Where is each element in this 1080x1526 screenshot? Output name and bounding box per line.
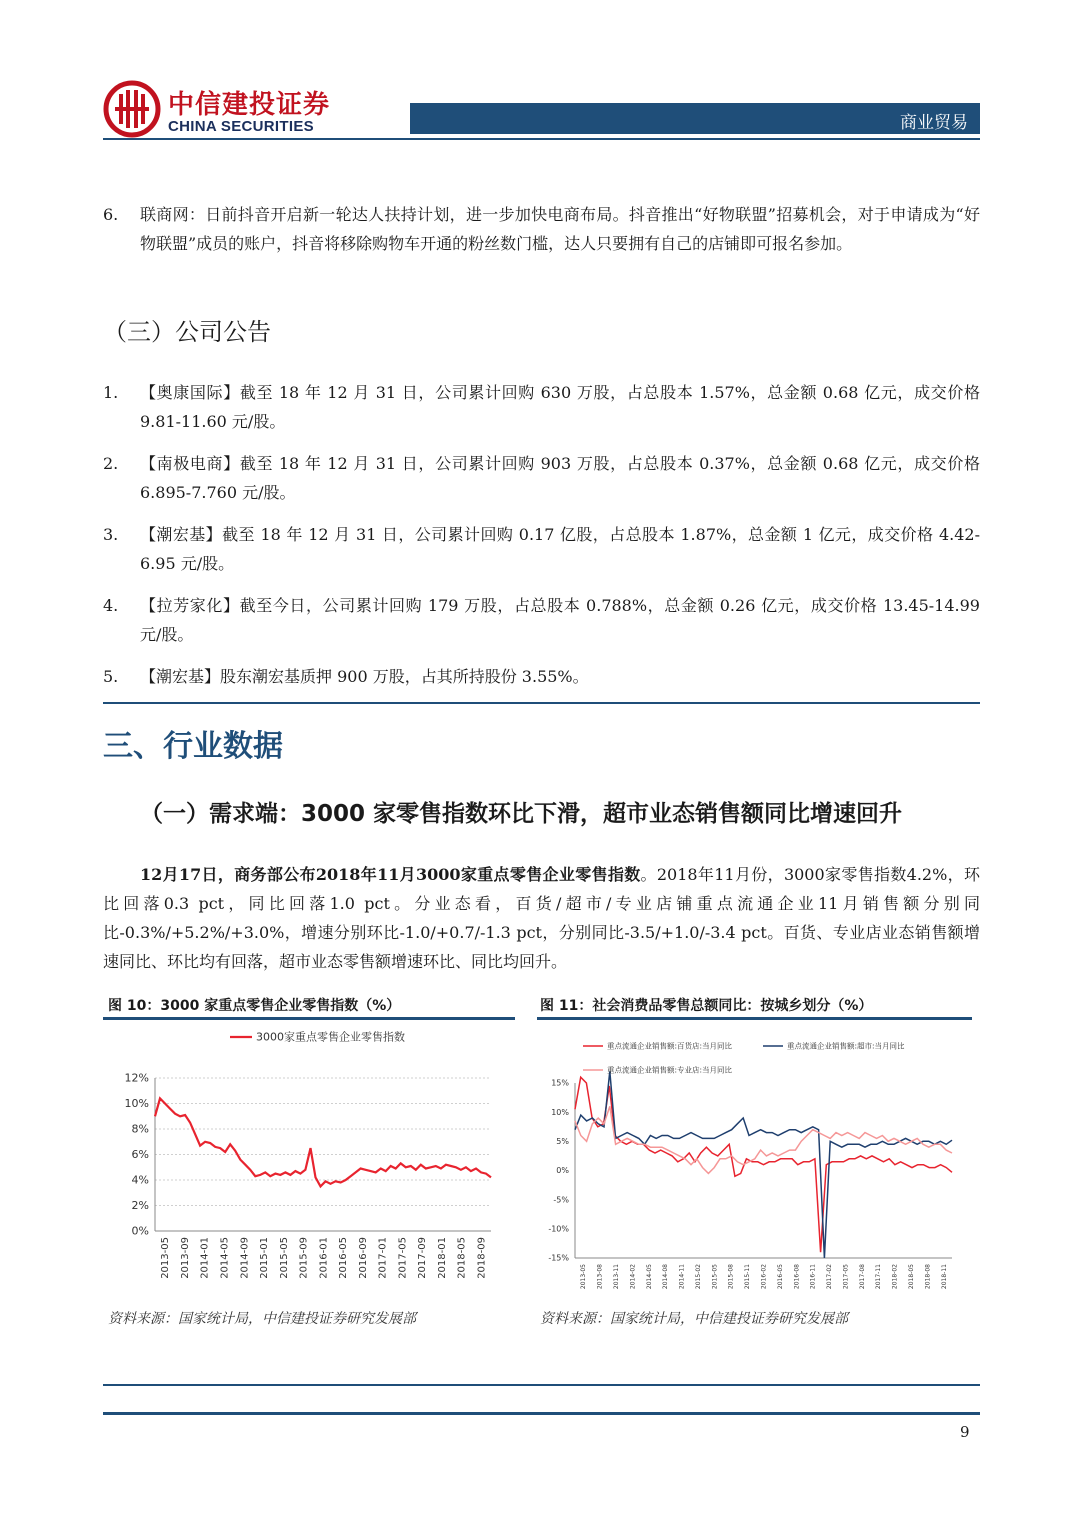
announcements-heading: （三）公司公告 bbox=[103, 318, 271, 346]
y-tick-label: 0% bbox=[131, 1224, 149, 1238]
figure-11-chart bbox=[537, 1025, 972, 1300]
x-tick-label: 2015-01 bbox=[259, 1237, 271, 1279]
series-line bbox=[155, 1098, 491, 1186]
x-tick-label: 2013-08 bbox=[596, 1264, 604, 1290]
section-label: 商业贸易 bbox=[900, 113, 968, 133]
x-tick-label: 2016-09 bbox=[357, 1237, 369, 1279]
header-divider bbox=[103, 138, 980, 140]
figure-11-source: 资料来源：国家统计局，中信建投证券研究发展部 bbox=[540, 1311, 848, 1327]
list-item bbox=[103, 520, 980, 578]
y-tick-label: 0% bbox=[556, 1166, 569, 1176]
series-line bbox=[575, 1077, 952, 1252]
x-tick-label: 2016-08 bbox=[793, 1264, 801, 1290]
x-tick-label: 2018-05 bbox=[908, 1264, 916, 1290]
figure-10-title: 图 10：3000 家重点零售企业零售指数（%） bbox=[108, 998, 401, 1014]
series-line bbox=[575, 1106, 952, 1173]
x-tick-label: 2018-08 bbox=[924, 1264, 932, 1290]
list-item-text: 【潮宏基】股东潮宏基质押 900 万股，占其所持股份 3.55%。 bbox=[140, 667, 589, 686]
y-tick-label: -15% bbox=[548, 1253, 569, 1263]
x-tick-label: 2016-01 bbox=[318, 1237, 330, 1279]
y-tick-label: -5% bbox=[553, 1195, 569, 1205]
legend-label: 重点流通企业销售额:超市:当月同比 bbox=[787, 1041, 905, 1051]
list-item bbox=[103, 662, 980, 691]
x-tick-label: 2015-11 bbox=[744, 1264, 752, 1290]
x-tick-label: 2016-11 bbox=[809, 1264, 817, 1290]
y-tick-label: 12% bbox=[124, 1071, 149, 1085]
x-tick-label: 2015-05 bbox=[711, 1264, 719, 1290]
section-banner bbox=[410, 103, 980, 134]
x-tick-label: 2014-02 bbox=[629, 1264, 637, 1290]
x-tick-label: 2017-11 bbox=[875, 1264, 883, 1290]
list-item-text: 【南极电商】截至 18 年 12 月 31 日，公司累计回购 903 万股，占总股本 0.37%，总金额 0.68 亿元，成交价格 6.895-7.760 元/股。 bbox=[140, 454, 980, 502]
list-item-number: 3. bbox=[103, 525, 119, 544]
figure-11-title: 图 11：社会消费品零售总额同比：按城乡划分（%） bbox=[540, 998, 873, 1014]
x-tick-label: 2017-09 bbox=[417, 1237, 429, 1279]
x-tick-label: 2014-05 bbox=[219, 1237, 231, 1279]
y-tick-label: 15% bbox=[551, 1078, 569, 1088]
list-item bbox=[103, 449, 980, 507]
section-subheading: （一）需求端：3000 家零售指数环比下滑，超市业态销售额同比增速回升 bbox=[140, 801, 903, 827]
list-item-text: 联商网：日前抖音开启新一轮达人扶持计划，进一步加快电商布局。抖音推出“好物联盟”招募机会，对于申请成为“好物联盟”成员的账户，抖音将移除购物车开通的粉丝数门槛，达人只要拥有自己的店铺即可报名参加。 bbox=[140, 205, 980, 253]
y-tick-label: 10% bbox=[551, 1107, 569, 1117]
y-tick-label: 10% bbox=[124, 1097, 149, 1111]
x-tick-label: 2014-08 bbox=[662, 1264, 670, 1290]
x-tick-label: 2016-02 bbox=[760, 1264, 768, 1290]
list-item-text: 【潮宏基】截至 18 年 12 月 31 日，公司累计回购 0.17 亿股，占总股本 1.87%，总金额 1 亿元，成交价格 4.42-6.95 元/股。 bbox=[140, 525, 980, 573]
x-tick-label: 2014-01 bbox=[199, 1237, 211, 1279]
x-tick-label: 2014-09 bbox=[239, 1237, 251, 1279]
x-tick-label: 2017-08 bbox=[858, 1264, 866, 1290]
list-item-number: 6. bbox=[103, 205, 119, 224]
footer-divider-thin bbox=[103, 1384, 980, 1386]
x-tick-label: 2014-05 bbox=[645, 1264, 653, 1290]
x-tick-label: 2018-02 bbox=[891, 1264, 899, 1290]
y-tick-label: 5% bbox=[556, 1137, 569, 1146]
section-divider bbox=[103, 702, 980, 704]
x-tick-label: 2015-05 bbox=[278, 1237, 290, 1279]
legend-label: 重点流通企业销售额:百货店:当月同比 bbox=[607, 1041, 733, 1051]
legend-label: 重点流通企业销售额:专业店:当月同比 bbox=[607, 1065, 733, 1075]
figure-10-source: 资料来源：国家统计局，中信建投证券研究发展部 bbox=[108, 1311, 416, 1327]
list-item-text: 【拉芳家化】截至今日，公司累计回购 179 万股，占总股本 0.788%，总金额 0.26 亿元，成交价格 13.45-14.99 元/股。 bbox=[140, 596, 980, 644]
x-tick-label: 2013-05 bbox=[580, 1264, 588, 1290]
figure-11-rule bbox=[537, 1017, 972, 1020]
list-item bbox=[103, 378, 980, 436]
x-tick-label: 2013-09 bbox=[179, 1237, 191, 1279]
body-paragraph bbox=[103, 860, 980, 976]
x-tick-label: 2016-05 bbox=[776, 1264, 784, 1290]
x-tick-label: 2017-01 bbox=[377, 1237, 389, 1279]
figure-10-rule bbox=[103, 1017, 515, 1020]
list-item-text: 【奥康国际】截至 18 年 12 月 31 日，公司累计回购 630 万股，占总股本 1.57%，总金额 0.68 亿元，成交价格 9.81-11.60 元/股。 bbox=[140, 383, 980, 431]
footer-divider-thick bbox=[103, 1412, 980, 1415]
x-tick-label: 2013-11 bbox=[612, 1264, 620, 1290]
section-heading: 三、行业数据 bbox=[103, 729, 283, 764]
x-tick-label: 2015-08 bbox=[727, 1264, 735, 1290]
y-tick-label: 8% bbox=[131, 1122, 149, 1136]
x-tick-label: 2015-02 bbox=[694, 1264, 702, 1290]
x-tick-label: 2018-05 bbox=[456, 1237, 468, 1279]
x-tick-label: 2018-11 bbox=[940, 1264, 948, 1290]
paragraph-body: 。2018年11月份，3000家零售指数4.2%，环比回落0.3 pct，同比回落1.0 pct。分业态看，百货/超市/专业店铺重点流通企业11月销售额分别同比-0.3%/+5.2%/+3.0%，增速分别环比-1.0/+0.7/-1.3 pct，分别同比-3.5/+1.0/-3.4 pct。百货、专业店业态销售额增速同比、环比均有回落，超市业态零售额增速环比、同比均回升。 bbox=[103, 865, 980, 971]
list-item bbox=[103, 200, 980, 258]
x-tick-label: 2014-11 bbox=[678, 1264, 686, 1290]
y-tick-label: -10% bbox=[548, 1224, 569, 1234]
page-number: 9 bbox=[960, 1423, 970, 1441]
list-item-number: 1. bbox=[103, 383, 119, 402]
y-tick-label: 6% bbox=[131, 1148, 149, 1162]
x-tick-label: 2013-05 bbox=[160, 1237, 172, 1279]
x-tick-label: 2017-02 bbox=[826, 1264, 834, 1290]
legend-label: 3000家重点零售企业零售指数 bbox=[256, 1030, 405, 1044]
list-item-number: 4. bbox=[103, 596, 119, 615]
company-logo-icon bbox=[103, 80, 161, 138]
x-tick-label: 2018-01 bbox=[436, 1237, 448, 1279]
x-tick-label: 2016-05 bbox=[338, 1237, 350, 1279]
y-tick-label: 4% bbox=[131, 1173, 149, 1187]
list-item-number: 5. bbox=[103, 667, 119, 686]
paragraph-lead: 12月17日，商务部公布2018年11月3000家重点零售企业零售指数 bbox=[140, 865, 641, 884]
x-tick-label: 2017-05 bbox=[842, 1264, 850, 1290]
y-tick-label: 2% bbox=[131, 1199, 149, 1213]
logo-english-name: CHINA SECURITIES bbox=[168, 118, 314, 135]
list-item-number: 2. bbox=[103, 454, 119, 473]
list-item bbox=[103, 591, 980, 649]
x-tick-label: 2018-09 bbox=[476, 1237, 488, 1279]
figure-10-chart bbox=[103, 1025, 515, 1295]
logo-chinese-name: 中信建投证券 bbox=[168, 90, 331, 120]
x-tick-label: 2015-09 bbox=[298, 1237, 310, 1279]
x-tick-label: 2017-05 bbox=[397, 1237, 409, 1279]
